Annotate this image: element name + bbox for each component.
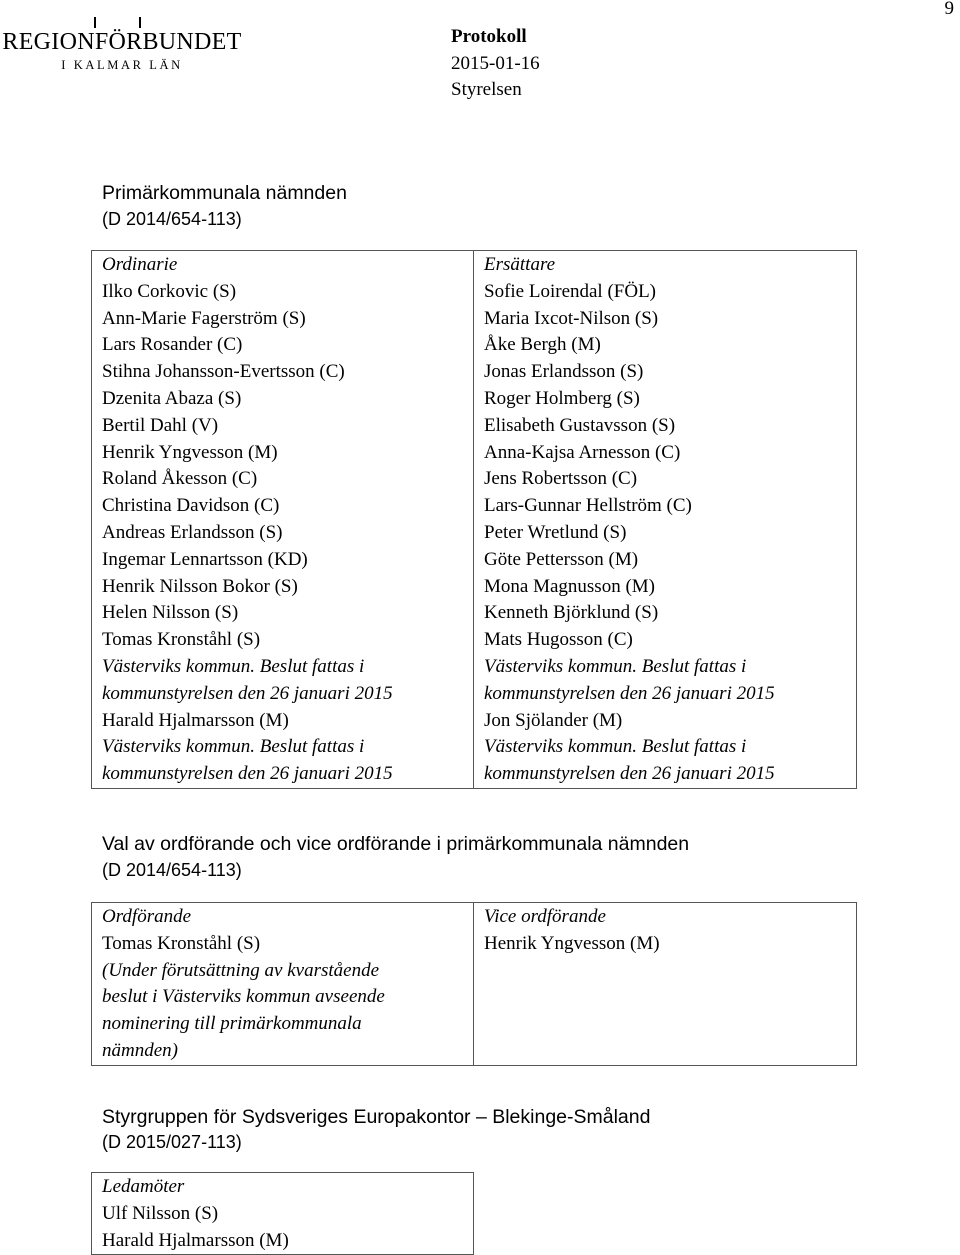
logo-bar-left bbox=[94, 17, 96, 28]
org-logo bbox=[2, 17, 242, 77]
member-name: Henrik Yngvesson (M) bbox=[102, 441, 278, 463]
member-name: Kenneth Björklund (S) bbox=[484, 602, 659, 624]
member-name: Åke Bergh (M) bbox=[484, 334, 601, 356]
page-number: 9 bbox=[944, 0, 954, 19]
member-list bbox=[484, 931, 856, 958]
member-name: Bertil Dahl (V) bbox=[102, 414, 219, 436]
member-name: Elisabeth Gustavsson (S) bbox=[484, 414, 676, 436]
org-name: REGIONFÖRBUNDET bbox=[2, 29, 242, 55]
section-1-code: (D 2014/654-113) bbox=[102, 209, 242, 229]
member-name: Harald Hjalmarsson (M) bbox=[102, 1229, 289, 1251]
column-ordforande bbox=[92, 903, 474, 1066]
org-subtitle: I KALMAR LÄN bbox=[61, 58, 183, 72]
member-name: Harald Hjalmarsson (M) bbox=[102, 709, 289, 731]
member-note: kommunstyrelsen den 26 januari 2015 bbox=[484, 682, 775, 704]
member-name: Ann-Marie Fagerström (S) bbox=[102, 307, 306, 329]
member-name: Peter Wretlund (S) bbox=[484, 521, 627, 543]
section-1-table bbox=[91, 250, 857, 789]
member-note: Västerviks kommun. Beslut fattas i bbox=[102, 655, 365, 677]
member-name: Andreas Erlandsson (S) bbox=[102, 521, 283, 543]
column-heading: Ordförande bbox=[102, 906, 192, 927]
member-list bbox=[102, 279, 473, 788]
member-name: Lars-Gunnar Hellström (C) bbox=[484, 495, 692, 517]
member-name: Tomas Kronståhl (S) bbox=[102, 629, 261, 651]
member-note: Västerviks kommun. Beslut fattas i bbox=[102, 736, 365, 758]
member-name: Helen Nilsson (S) bbox=[102, 602, 239, 624]
member-name: Lars Rosander (C) bbox=[102, 334, 243, 356]
member-name: Ilko Corkovic (S) bbox=[102, 280, 237, 302]
member-note: beslut i Västerviks kommun avseende bbox=[102, 986, 385, 1008]
member-name: Roger Holmberg (S) bbox=[484, 387, 640, 409]
document-type: Protokoll bbox=[451, 26, 527, 47]
member-name: Mona Magnusson (M) bbox=[484, 575, 655, 597]
member-list bbox=[484, 279, 856, 788]
member-name: Stihna Johansson-Evertsson (C) bbox=[102, 361, 345, 383]
document-date: 2015-01-16 bbox=[451, 52, 540, 74]
member-name: Dzenita Abaza (S) bbox=[102, 387, 242, 409]
column-heading: Ersättare bbox=[484, 254, 556, 275]
column-vice-ordforande bbox=[474, 903, 857, 1066]
document-header bbox=[451, 24, 540, 104]
column-heading: Ordinarie bbox=[102, 254, 178, 275]
member-note: (Under förutsättning av kvarstående bbox=[102, 959, 380, 981]
member-name: Tomas Kronståhl (S) bbox=[102, 932, 261, 954]
member-list bbox=[102, 1201, 473, 1255]
document-body: Styrelsen bbox=[451, 79, 522, 100]
member-name: Henrik Yngvesson (M) bbox=[484, 932, 660, 954]
column-ersattare bbox=[474, 251, 857, 789]
column-heading: Vice ordförande bbox=[484, 906, 606, 927]
member-name: Christina Davidson (C) bbox=[102, 495, 280, 517]
member-note: kommunstyrelsen den 26 januari 2015 bbox=[102, 682, 393, 704]
member-name: Jens Robertsson (C) bbox=[484, 468, 638, 490]
member-name: Ingemar Lennartsson (KD) bbox=[102, 548, 308, 570]
member-name: Anna-Kajsa Arnesson (C) bbox=[484, 441, 681, 463]
member-name: Maria Ixcot-Nilson (S) bbox=[484, 307, 659, 329]
section-1-title: Primärkommunala nämnden bbox=[102, 182, 347, 204]
member-note: Västerviks kommun. Beslut fattas i bbox=[484, 655, 747, 677]
member-name: Mats Hugosson (C) bbox=[484, 629, 633, 651]
section-2-title: Val av ordförande och vice ordförande i primärkommunala nämnden bbox=[102, 833, 690, 855]
section-3-code: (D 2015/027-113) bbox=[102, 1132, 242, 1152]
section-2-table bbox=[91, 902, 857, 1066]
member-note: nominering till primärkommunala bbox=[102, 1013, 362, 1035]
logo-bar-right bbox=[139, 17, 141, 28]
section-3-table bbox=[91, 1172, 474, 1255]
column-heading: Ledamöter bbox=[102, 1176, 185, 1197]
section-2-code: (D 2014/654-113) bbox=[102, 860, 242, 880]
member-name: Henrik Nilsson Bokor (S) bbox=[102, 575, 298, 597]
column-ordinarie bbox=[92, 251, 474, 789]
member-name: Ulf Nilsson (S) bbox=[102, 1202, 219, 1224]
column-ledamoter bbox=[92, 1173, 474, 1255]
member-note: kommunstyrelsen den 26 januari 2015 bbox=[102, 763, 393, 785]
section-3-title: Styrgruppen för Sydsveriges Europakontor – Blekinge-Småland bbox=[102, 1106, 651, 1128]
member-list bbox=[102, 931, 473, 1065]
member-note: nämnden) bbox=[102, 1039, 178, 1061]
member-name: Göte Pettersson (M) bbox=[484, 548, 639, 570]
member-name: Jonas Erlandsson (S) bbox=[484, 361, 644, 383]
member-name: Sofie Loirendal (FÖL) bbox=[484, 280, 657, 302]
member-name: Jon Sjölander (M) bbox=[484, 709, 623, 731]
member-note: kommunstyrelsen den 26 januari 2015 bbox=[484, 763, 775, 785]
member-name: Roland Åkesson (C) bbox=[102, 468, 258, 490]
member-note: Västerviks kommun. Beslut fattas i bbox=[484, 736, 747, 758]
